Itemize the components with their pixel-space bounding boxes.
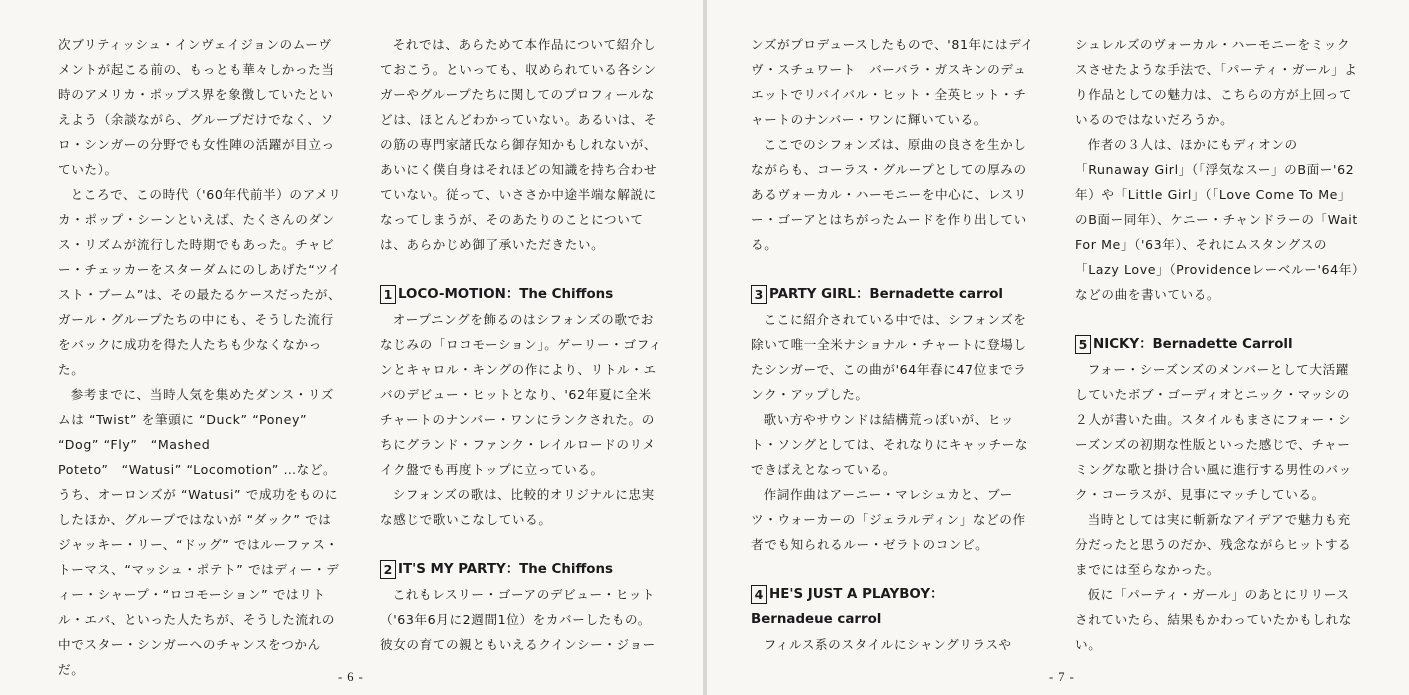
column-2 (380, 32, 664, 657)
paragraph: フィルス系のスタイルにシャングリラスや (763, 637, 1012, 652)
paragraph: 参考までに、当時人気を集めたダンス・リズムは “Twist” を筆頭に “Duck” “Poney” “Dog” “Fly” “Mashed Poteto” “Watusi” “Locomotion” …など。うち、オーロンズが “Watusi” で成功をものにしたほか、グループではないが “ダック” ではジャッキー・リー、“ドッグ” ではルーファス・トーマス、“マッシュ・ポテト” ではディー・ディー・シャープ・“ロコモーション” ではリトル・エバ、といった人たちが、そうした流れの中でスター・シンガーへのチャンスをつかんだ。 (58, 387, 340, 677)
track-number-box: 1 (380, 285, 396, 304)
track-number-box: 4 (751, 585, 767, 604)
paragraph: ここに紹介されている中では、シフォンズを除いて唯一全米ナショナル・チャートに登場したシンガーで、この曲が'64年春に47位までランク・アップした。 (751, 312, 1027, 402)
paragraph: 仮に「パーティ・ガール」のあとにリリースされていたら、結果もかわっていたかもしれない。 (1075, 587, 1352, 652)
track-2-heading (380, 557, 664, 582)
page-number: - 6 - (338, 670, 364, 684)
paragraph: シフォンズの歌は、比較的オリジナルに忠実な感じで歌いこなしている。 (380, 487, 655, 527)
paragraph: フォー・シーズンズのメンバーとして大活躍していたボブ・ゴーディオとニック・マッシの２人が書いた曲。スタイルもまさにフォー・シーズンズの初期な性版といった感じで、チャーミングな歌と掛け合い風に進行する男性のバック・コーラスが、見事にマッチしている。 (1075, 362, 1352, 502)
track-number-box: 2 (380, 560, 396, 579)
intro-paragraph: それでは、あらためて本作品について紹介しておこう。といっても、収められている各シンガーやグループたちに関してのプロフィールなどは、ほとんどわかっていない。あるいは、その筋の専門家諸氏なら御存知かもしれないが、あいにく僕自身はそれほどの知識を持ち合わせていない。従って、いささか中途半端な解説になってしまうが、そのあたりのことについては、あらかじめ御了承いただきたい。 (380, 37, 658, 252)
track-title: HE'S JUST A PLAYBOY： (769, 587, 944, 602)
paragraph: オープニングを飾るのはシフォンズの歌でおなじみの「ロコモーション」。ゲーリー・ゴフィンとキャロル・キングの作により、リトル・エバのデビュー・ヒットとなり、'62年夏に全米チャートのナンバー・ワンにランクされた。のちにグランド・ファンク・レイルロードのリメイク盤でも再度トップに立っている。 (380, 312, 662, 477)
column-4 (1075, 32, 1359, 657)
paragraph: 作者の３人は、ほかにもディオンの「Runaway Girl」（「浮気なスー」のB面ー'62年）や「Little Girl」（「Love Come To Me」のB面ー同年）、ケニー・チャンドラーの「Wait For Me」（'63年）、それにムスタングスの「Lazy Love」（Providenceレーベルー'64年）などの曲を書いている。 (1075, 137, 1359, 302)
paragraph: ここでのシフォンズは、原曲の良さを生かしながらも、コーラス・グループとしての厚みのあるヴォーカル・ハーモニーを中心に、レスリー・ゴーアとはちがったムードを作り出している。 (751, 137, 1027, 252)
track-5-heading (1075, 332, 1359, 357)
paragraph: ンズがプロデュースしたもので、'81年にはデイヴ・スチュワート バーバラ・ガスキンのデュエットでリバイバル・ヒット・全英ヒット・チャートのナンバー・ワンに輝いている。 (751, 37, 1034, 127)
paragraph: 当時としては実に斬新なアイデアで魅力も充分だったと思うのだか、残念ながらヒットするまでには至らなかった。 (1075, 512, 1352, 577)
track-3-heading (751, 282, 1035, 307)
track-1-heading (380, 282, 664, 307)
paragraph: 歌い方やサウンドは結構荒っぽいが、ヒット・ソングとしては、それなりにキャッチーなできばえとなっている。 (751, 412, 1029, 477)
paragraph: シュレルズのヴォーカル・ハーモニーをミックスさせたような手法で、「パーティ・ガール」より作品としての魅力は、こちらの方が上回っているのではないだろうか。 (1075, 37, 1358, 127)
track-title: LOCO-MOTION：The Chiffons (398, 287, 614, 302)
paragraph: 次ブリティッシュ・インヴェイジョンのムーヴメントが起こる前の、もっとも華々しかった当時のアメリカ・ポップス界を象徴していたといえよう（余談ながら、グループだけでなく、ソロ・シンガーの分野でも女性陣の活躍が目立っていた）。 (58, 37, 335, 177)
column-1 (58, 32, 342, 682)
column-3 (751, 32, 1035, 657)
track-number-box: 3 (751, 285, 767, 304)
track-title: PARTY GIRL：Bernadette carrol (769, 287, 1004, 302)
paragraph: これもレスリー・ゴーアのデビュー・ヒット（'63年6月に2週間1位）をカバーしたもの。彼女の育ての親ともいえるクインシー・ジョー (380, 587, 656, 652)
track-title: NICKY：Bernadette Carroll (1093, 337, 1293, 352)
track-title: IT'S MY PARTY：The Chiffons (398, 562, 613, 577)
page-number: - 7 - (1049, 670, 1075, 684)
left-page (0, 0, 703, 695)
track-4-heading (751, 582, 1035, 607)
paragraph: 作詞作曲はアーニー・マレシュカと、ブーツ・ウォーカーの「ジェラルディン」などの作者でも知られるルー・ゼラトのコンビ。 (751, 487, 1026, 552)
paragraph: ところで、この時代（'60年代前半）のアメリカ・ポップ・シーンといえば、たくさんのダンス・リズムが流行した時期でもあった。チャビー・チェッカーをスターダムにのしあげた“ツイスト・ブーム”は、その最たるケースだったが、ガール・グループたちの中にも、そうした流行をバックに成功を得た人たちも少なくなかった。 (58, 187, 342, 377)
track-4-subtitle: Bernadeue carrol (751, 612, 882, 627)
track-number-box: 5 (1075, 335, 1091, 354)
right-page (707, 0, 1409, 695)
